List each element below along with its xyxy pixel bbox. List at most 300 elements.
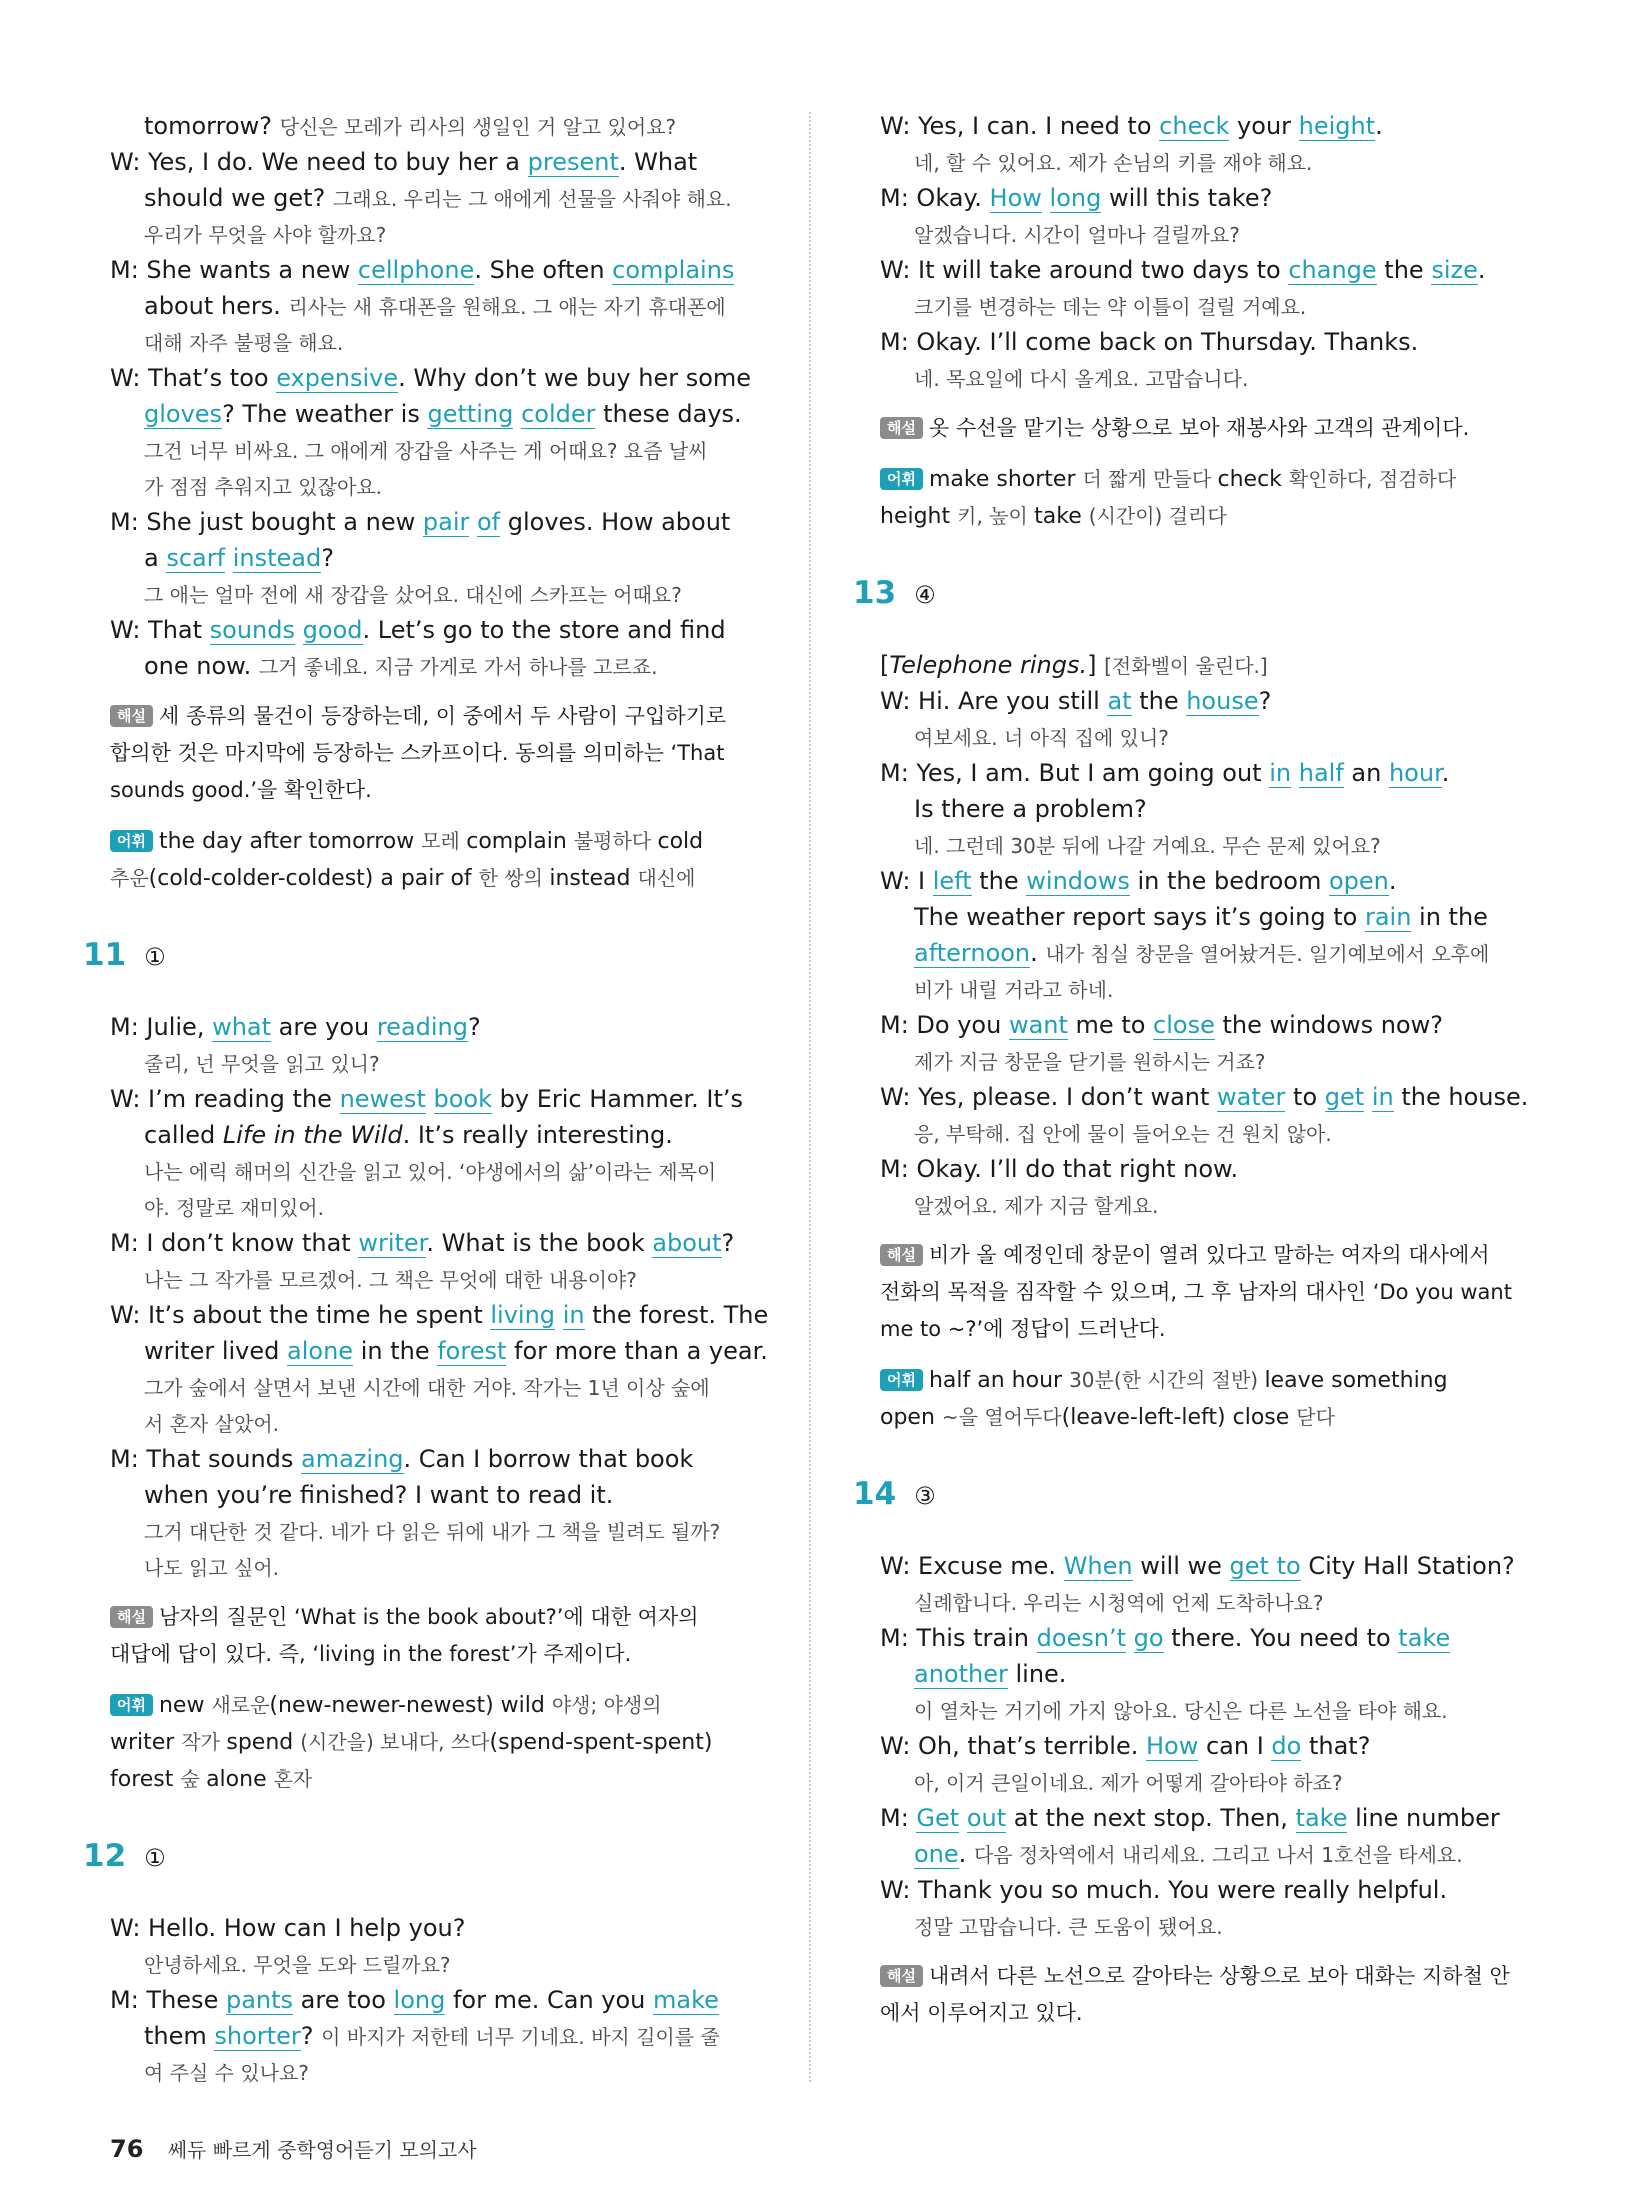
korean-translation: 나는 그 작가를 모르겠어. 그 책은 무엇에 대한 내용이야? bbox=[144, 1268, 637, 1292]
explanation-line bbox=[880, 461, 1456, 498]
english-text bbox=[426, 1085, 434, 1113]
answer-blank: good bbox=[302, 616, 363, 644]
korean-translation: 대해 자주 불평을 해요. bbox=[144, 331, 344, 355]
answer-choice: ③ bbox=[914, 1482, 936, 1510]
answer-blank: reading bbox=[376, 1013, 469, 1041]
korean-translation: ~을 열어두다 bbox=[941, 1405, 1062, 1429]
dialogue-continuation bbox=[816, 216, 1240, 253]
english-text bbox=[959, 1804, 967, 1832]
dialogue-line bbox=[880, 1151, 1238, 1187]
korean-translation: 그가 숲에서 살면서 보낸 시간에 대한 거야. 작가는 1년 이상 숲에 bbox=[144, 1376, 710, 1400]
column-divider bbox=[809, 112, 811, 2082]
english-text: your bbox=[1229, 112, 1299, 140]
dialogue-line bbox=[110, 144, 697, 180]
english-text: W: It will take around two days to bbox=[880, 256, 1289, 284]
dialogue-continuation bbox=[816, 1656, 1066, 1692]
answer-blank: doesn’t bbox=[1036, 1624, 1127, 1652]
english-text: are you bbox=[271, 1013, 377, 1041]
explanation-text: 옷 수선을 맡기는 상황으로 보아 재봉사와 고객의 관계이다. bbox=[928, 416, 1470, 440]
dialogue-line bbox=[880, 1548, 1515, 1584]
dialogue-continuation bbox=[816, 1115, 1332, 1152]
english-text: leave something bbox=[1264, 1368, 1448, 1393]
answer-blank: about bbox=[652, 1229, 722, 1257]
explanation-text: sounds good.’을 확인한다. bbox=[110, 778, 372, 802]
answer-blank: cellphone bbox=[357, 256, 475, 284]
dialogue-line bbox=[110, 1441, 693, 1477]
korean-translation: 그건 너무 비싸요. 그 애에게 장갑을 사주는 게 어때요? 요즘 날씨 bbox=[144, 439, 708, 463]
dialogue-line bbox=[110, 360, 751, 396]
english-text: . bbox=[1375, 112, 1383, 140]
explanation-line bbox=[880, 1399, 1335, 1436]
english-text: line. bbox=[1007, 1660, 1067, 1688]
korean-translation: [전화벨이 울린다.] bbox=[1104, 654, 1268, 678]
answer-blank: water bbox=[1217, 1083, 1286, 1111]
dialogue-continuation bbox=[46, 1946, 451, 1983]
english-text: M: I don’t know that bbox=[110, 1229, 359, 1257]
answer-blank: amazing bbox=[301, 1445, 404, 1473]
dialogue-continuation bbox=[46, 648, 658, 685]
english-text: . It’s really interesting. bbox=[402, 1121, 673, 1149]
explanation-line bbox=[880, 1958, 1510, 1994]
dialogue-continuation bbox=[46, 1369, 710, 1406]
dialogue-continuation bbox=[46, 1045, 380, 1082]
dialogue-line bbox=[110, 1982, 719, 2018]
english-text: for me. Can you bbox=[445, 1986, 654, 2014]
english-text: called bbox=[144, 1121, 223, 1149]
explanation-text: me to ~?’에 정답이 드러난다. bbox=[880, 1317, 1166, 1341]
english-text: are too bbox=[293, 1986, 394, 2014]
explanation-line bbox=[110, 1599, 699, 1635]
question-header bbox=[853, 1476, 936, 1514]
korean-translation: 더 짧게 만들다 bbox=[1082, 467, 1218, 491]
korean-translation: 줄리, 넌 무엇을 읽고 있니? bbox=[144, 1052, 380, 1076]
explanation-line bbox=[110, 698, 726, 734]
answer-blank: How bbox=[1145, 1732, 1199, 1760]
dialogue-continuation bbox=[816, 1692, 1448, 1729]
answer-blank: of bbox=[477, 508, 501, 536]
answer-choice: ④ bbox=[914, 581, 936, 609]
english-text: . Let’s go to the store and find bbox=[362, 616, 726, 644]
answer-blank: rain bbox=[1364, 903, 1412, 931]
dialogue-continuation bbox=[46, 540, 334, 576]
answer-blank: height bbox=[1298, 112, 1376, 140]
dialogue-continuation bbox=[816, 935, 1489, 972]
english-text: W: I’m reading the bbox=[110, 1085, 340, 1113]
answer-blank: living bbox=[490, 1301, 556, 1329]
answer-blank: long bbox=[393, 1986, 446, 2014]
dialogue-line bbox=[880, 252, 1486, 288]
english-text: M: Okay. I’ll come back on Thursday. Thanks. bbox=[880, 328, 1419, 356]
answer-blank: expensive bbox=[276, 364, 399, 392]
korean-translation: 정말 고맙습니다. 큰 도움이 됐어요. bbox=[914, 1915, 1223, 1939]
korean-translation: 그거 대단한 것 같다. 네가 다 읽은 뒤에 내가 그 책을 빌려도 될까? bbox=[144, 1520, 721, 1544]
dialogue-continuation bbox=[46, 576, 682, 613]
answer-blank: change bbox=[1288, 256, 1377, 284]
english-text: (cold-colder-coldest) a pair of bbox=[148, 866, 479, 891]
english-text: . What is the book bbox=[426, 1229, 653, 1257]
english-text: M: Okay. I’ll do that right now. bbox=[880, 1155, 1239, 1183]
dialogue-continuation bbox=[46, 1153, 716, 1190]
answer-blank: half bbox=[1298, 759, 1344, 787]
explanation-tag: 해설 bbox=[880, 1965, 923, 1987]
explanation-line bbox=[880, 1274, 1512, 1310]
english-text: open bbox=[880, 1405, 942, 1430]
explanation-line bbox=[880, 1362, 1448, 1399]
korean-translation: 이 열차는 거기에 가지 않아요. 당신은 다른 노선을 타야 해요. bbox=[914, 1699, 1448, 1723]
explanation-tag: 해설 bbox=[880, 417, 923, 439]
english-text: a bbox=[144, 544, 167, 572]
answer-blank: get to bbox=[1229, 1552, 1301, 1580]
answer-blank: instead bbox=[232, 544, 322, 572]
answer-blank: Get bbox=[916, 1804, 960, 1832]
english-text: W: I bbox=[880, 867, 933, 895]
answer-blank: go bbox=[1133, 1624, 1164, 1652]
korean-translation: 가 점점 추워지고 있잖아요. bbox=[144, 475, 382, 499]
answer-blank: another bbox=[914, 1660, 1008, 1688]
english-text: W: Oh, that’s terrible. bbox=[880, 1732, 1146, 1760]
answer-blank: in bbox=[562, 1301, 585, 1329]
english-text: forest bbox=[110, 1767, 181, 1792]
answer-blank: hour bbox=[1388, 759, 1442, 787]
explanation-line bbox=[880, 1995, 1083, 2031]
english-text: M: She just bought a new bbox=[110, 508, 423, 536]
english-text: M: Okay. bbox=[880, 184, 990, 212]
english-text: W: That bbox=[110, 616, 210, 644]
dialogue-line bbox=[880, 1800, 1500, 1836]
answer-blank: house bbox=[1186, 687, 1259, 715]
answer-blank: afternoon bbox=[914, 939, 1031, 967]
dialogue-line bbox=[110, 252, 734, 288]
answer-blank: out bbox=[966, 1804, 1007, 1832]
english-text: new bbox=[158, 1693, 212, 1718]
explanation-line bbox=[880, 1237, 1490, 1273]
english-text: ] bbox=[1087, 651, 1105, 679]
dialogue-continuation bbox=[816, 827, 1381, 864]
english-text: . bbox=[1030, 939, 1046, 967]
english-text: M: This train bbox=[880, 1624, 1037, 1652]
english-text: will this take? bbox=[1101, 184, 1273, 212]
dialogue-line bbox=[880, 1728, 1370, 1764]
english-text: there. You need to bbox=[1163, 1624, 1399, 1652]
english-text: tomorrow? bbox=[144, 112, 280, 140]
english-text: W: That’s too bbox=[110, 364, 277, 392]
english-text: in the bbox=[353, 1337, 438, 1365]
english-text: ? bbox=[321, 544, 334, 572]
korean-translation: 네. 그런데 30분 뒤에 나갈 거예요. 무슨 문제 있어요? bbox=[914, 834, 1381, 858]
explanation-text: 전화의 목적을 짐작할 수 있으며, 그 후 남자의 대사인 ‘Do you want bbox=[880, 1280, 1512, 1304]
dialogue-continuation bbox=[816, 1187, 1158, 1224]
english-text: line number bbox=[1347, 1804, 1500, 1832]
korean-translation: 키, 높이 bbox=[957, 504, 1035, 528]
korean-translation: 그 애는 얼마 전에 새 장갑을 샀어요. 대신에 스카프는 어때요? bbox=[144, 583, 682, 607]
dialogue-line bbox=[110, 1009, 481, 1045]
explanation-tag: 해설 bbox=[110, 705, 153, 727]
english-text: . What bbox=[618, 148, 698, 176]
explanation-text: 내려서 다른 노선으로 갈아타는 상황으로 보아 대화는 지하철 안 bbox=[928, 1964, 1510, 1988]
english-text: W: Yes, I do. We need to buy her a bbox=[110, 148, 528, 176]
answer-blank: do bbox=[1271, 1732, 1302, 1760]
korean-translation: 모레 bbox=[421, 829, 467, 853]
english-text: the bbox=[1376, 256, 1432, 284]
explanation-line bbox=[110, 772, 372, 808]
korean-translation: 닫다 bbox=[1296, 1405, 1335, 1429]
dialogue-continuation bbox=[816, 1043, 1266, 1080]
english-text: the bbox=[1131, 687, 1187, 715]
dialogue-continuation bbox=[46, 432, 708, 469]
english-text: complain bbox=[466, 829, 574, 854]
page-number: 76 bbox=[110, 2135, 144, 2163]
dialogue-continuation bbox=[46, 288, 726, 325]
answer-blank: make bbox=[653, 1986, 719, 2014]
english-text: take bbox=[1034, 504, 1089, 529]
english-text: when you’re finished? I want to read it. bbox=[144, 1481, 614, 1509]
korean-translation: 그거 좋네요. 지금 가게로 가서 하나를 고르죠. bbox=[258, 655, 658, 679]
english-text bbox=[513, 400, 521, 428]
english-text: W: Yes, please. I don’t want bbox=[880, 1083, 1218, 1111]
english-text: . bbox=[1388, 867, 1397, 895]
korean-translation: 작가 bbox=[181, 1730, 227, 1754]
dialogue-continuation bbox=[46, 1261, 637, 1298]
answer-blank: scarf bbox=[166, 544, 226, 572]
korean-translation: 확인하다, 점검하다 bbox=[1288, 467, 1457, 491]
english-text: that? bbox=[1301, 1732, 1371, 1760]
english-text: the bbox=[971, 867, 1027, 895]
english-text: height bbox=[880, 504, 958, 529]
english-text: (leave-left-left) close bbox=[1061, 1405, 1297, 1430]
dialogue-line bbox=[110, 1225, 734, 1261]
english-text: should we get? bbox=[144, 184, 333, 212]
answer-blank: windows bbox=[1026, 867, 1130, 895]
dialogue-continuation bbox=[46, 396, 742, 432]
english-text: Is there a problem? bbox=[914, 795, 1147, 823]
explanation-line bbox=[880, 1311, 1166, 1347]
korean-translation: 알겠어요. 제가 지금 할게요. bbox=[914, 1194, 1159, 1218]
english-text: W: It’s about the time he spent bbox=[110, 1301, 491, 1329]
italic-text: Telephone rings. bbox=[889, 651, 1088, 679]
korean-translation: 리사는 새 휴대폰을 원해요. 그 애는 자기 휴대폰에 bbox=[288, 295, 726, 319]
korean-translation: 안녕하세요. 무엇을 도와 드릴까요? bbox=[144, 1953, 451, 1977]
korean-translation: 여 주실 수 있나요? bbox=[144, 2061, 309, 2085]
english-text: W: Excuse me. bbox=[880, 1552, 1064, 1580]
korean-translation: 응, 부탁해. 집 안에 물이 들어오는 건 원치 않아. bbox=[914, 1122, 1332, 1146]
answer-blank: gloves bbox=[144, 400, 223, 428]
dialogue-continuation bbox=[46, 2054, 309, 2091]
dialogue-continuation bbox=[46, 1513, 720, 1550]
english-text: cold bbox=[657, 829, 704, 854]
dialogue-line bbox=[880, 1007, 1443, 1043]
korean-translation: 30분(한 시간의 절반) bbox=[1069, 1368, 1265, 1392]
dialogue-continuation bbox=[46, 1549, 279, 1586]
korean-translation: 제가 지금 창문을 닫기를 원하시는 거죠? bbox=[914, 1050, 1266, 1074]
dialogue-line bbox=[880, 108, 1383, 144]
answer-blank: complains bbox=[612, 256, 735, 284]
english-text: M: That sounds bbox=[110, 1445, 302, 1473]
question-header bbox=[83, 937, 166, 975]
answer-blank: get bbox=[1324, 1083, 1365, 1111]
dialogue-line bbox=[110, 612, 726, 648]
dialogue-continuation bbox=[816, 899, 1488, 935]
english-text: The weather report says it’s going to bbox=[914, 903, 1365, 931]
answer-blank: want bbox=[1008, 1011, 1068, 1039]
english-text: M: Julie, bbox=[110, 1013, 213, 1041]
english-text: . She often bbox=[474, 256, 613, 284]
korean-translation: 혼자 bbox=[273, 1767, 313, 1791]
question-header bbox=[853, 575, 936, 613]
dialogue-continuation bbox=[816, 791, 1147, 827]
korean-translation: 아, 이거 큰일이네요. 제가 어떻게 갈아타야 하죠? bbox=[914, 1771, 1343, 1795]
english-text: W: Thank you so much. You were really helpful. bbox=[880, 1876, 1448, 1904]
answer-blank: shorter bbox=[214, 2022, 301, 2050]
english-text: W: Hello. How can I help you? bbox=[110, 1914, 466, 1942]
dialogue-continuation bbox=[816, 1584, 1323, 1621]
english-text: . Can I borrow that book bbox=[403, 1445, 694, 1473]
dialogue-line bbox=[880, 180, 1272, 216]
explanation-tag: 해설 bbox=[110, 1606, 153, 1628]
english-text: ? bbox=[468, 1013, 481, 1041]
answer-blank: When bbox=[1063, 1552, 1133, 1580]
answer-blank: sounds bbox=[209, 616, 296, 644]
question-header bbox=[83, 1838, 166, 1876]
english-text: will we bbox=[1132, 1552, 1230, 1580]
dialogue-continuation bbox=[816, 719, 1169, 756]
explanation-text: 비가 올 예정인데 창문이 열려 있다고 말하는 여자의 대사에서 bbox=[928, 1243, 1490, 1267]
english-text: . bbox=[1441, 759, 1450, 787]
english-text: . bbox=[958, 1840, 974, 1868]
english-text: M: These bbox=[110, 1986, 226, 2014]
english-text: ? The weather is bbox=[222, 400, 428, 428]
answer-blank: left bbox=[932, 867, 972, 895]
english-text bbox=[469, 508, 477, 536]
dialogue-continuation bbox=[816, 1908, 1223, 1945]
explanation-tag: 해설 bbox=[880, 1244, 923, 1266]
korean-translation: 실례합니다. 우리는 시청역에 언제 도착하나요? bbox=[914, 1591, 1324, 1615]
english-text: an bbox=[1343, 759, 1389, 787]
answer-blank: what bbox=[212, 1013, 272, 1041]
korean-translation: (시간이) 걸리다 bbox=[1088, 504, 1227, 528]
english-text: M: Do you bbox=[880, 1011, 1009, 1039]
vocabulary-tag: 어휘 bbox=[110, 1694, 153, 1716]
explanation-line bbox=[880, 410, 1469, 446]
answer-blank: in bbox=[1269, 759, 1292, 787]
english-text: ? bbox=[300, 2022, 322, 2050]
dialogue-line bbox=[110, 1081, 743, 1117]
english-text: me to bbox=[1067, 1011, 1154, 1039]
english-text: W: Yes, I can. I need to bbox=[880, 112, 1160, 140]
dialogue-line bbox=[880, 324, 1418, 360]
vocabulary-tag: 어휘 bbox=[880, 1369, 923, 1391]
answer-blank: alone bbox=[287, 1337, 354, 1365]
dialogue-line bbox=[880, 647, 1268, 684]
answer-blank: pants bbox=[225, 1986, 294, 2014]
dialogue-continuation bbox=[816, 1836, 1463, 1873]
answer-blank: present bbox=[527, 148, 619, 176]
korean-translation: 나도 읽고 싶어. bbox=[144, 1556, 279, 1580]
english-text: the day after tomorrow bbox=[158, 829, 422, 854]
english-text: for more than a year. bbox=[506, 1337, 768, 1365]
korean-translation: 숲 bbox=[180, 1767, 207, 1791]
english-text: the house. bbox=[1393, 1083, 1529, 1111]
english-text: M: Yes, I am. But I am going out bbox=[880, 759, 1270, 787]
dialogue-line bbox=[110, 504, 730, 540]
answer-blank: in bbox=[1371, 1083, 1394, 1111]
explanation-line bbox=[110, 1687, 662, 1724]
english-text: ? bbox=[721, 1229, 735, 1257]
answer-choice: ① bbox=[144, 1844, 166, 1872]
english-text bbox=[1042, 184, 1050, 212]
english-text: these days. bbox=[595, 400, 742, 428]
korean-translation: 이 바지가 저한테 너무 기네요. 바지 길이를 줄 bbox=[321, 2025, 720, 2049]
korean-translation: 우리가 무엇을 사야 할까요? bbox=[144, 223, 387, 247]
korean-translation: 다음 정차역에서 내리세요. 그리고 나서 1호선을 타세요. bbox=[973, 1843, 1463, 1867]
english-text: gloves. How about bbox=[500, 508, 731, 536]
dialogue-continuation bbox=[816, 144, 1312, 181]
explanation-line bbox=[110, 1636, 631, 1672]
dialogue-line bbox=[110, 1297, 768, 1333]
english-text: check bbox=[1217, 467, 1289, 492]
english-text bbox=[1126, 1624, 1134, 1652]
dialogue-continuation bbox=[816, 288, 1306, 325]
korean-translation: (시간을) 보내다, 쓰다 bbox=[300, 1730, 490, 1754]
answer-blank: at bbox=[1107, 687, 1132, 715]
english-text: alone bbox=[206, 1767, 274, 1792]
answer-blank: close bbox=[1153, 1011, 1215, 1039]
english-text: one now. bbox=[144, 652, 259, 680]
explanation-line bbox=[110, 1761, 312, 1798]
explanation-text: 남자의 질문인 ‘What is the book about?’에 대한 여자의 bbox=[158, 1605, 699, 1629]
korean-translation: 대신에 bbox=[637, 866, 696, 890]
answer-blank: one bbox=[914, 1840, 959, 1868]
dialogue-continuation bbox=[46, 216, 386, 253]
answer-blank: colder bbox=[521, 400, 596, 428]
answer-blank: getting bbox=[427, 400, 514, 428]
english-text: spend bbox=[226, 1730, 301, 1755]
dialogue-line bbox=[880, 755, 1449, 791]
korean-translation: 야생; 야생의 bbox=[551, 1693, 662, 1717]
dialogue-continuation bbox=[46, 1117, 673, 1153]
english-text bbox=[225, 544, 233, 572]
english-text bbox=[1364, 1083, 1372, 1111]
english-text: instead bbox=[549, 866, 638, 891]
english-text: half an hour bbox=[928, 1368, 1070, 1393]
explanation-text: 대답에 답이 있다. 즉, ‘living in the forest’가 주제이다. bbox=[110, 1642, 632, 1666]
answer-blank: newest bbox=[339, 1085, 426, 1113]
english-text: writer lived bbox=[144, 1337, 288, 1365]
english-text: in the bedroom bbox=[1129, 867, 1329, 895]
answer-blank: long bbox=[1049, 184, 1102, 212]
korean-translation: 당신은 모레가 리사의 생일인 거 알고 있어요? bbox=[279, 115, 677, 139]
english-text: can I bbox=[1198, 1732, 1272, 1760]
italic-text: Life in the Wild bbox=[222, 1121, 403, 1149]
korean-translation: 한 쌍의 bbox=[478, 866, 550, 890]
dialogue-line bbox=[880, 1872, 1447, 1908]
dialogue-continuation bbox=[46, 108, 676, 145]
dialogue-continuation bbox=[46, 1333, 768, 1369]
answer-blank: check bbox=[1159, 112, 1230, 140]
question-number: 13 bbox=[853, 575, 897, 611]
english-text: . bbox=[1477, 256, 1486, 284]
explanation-text: 세 종류의 물건이 등장하는데, 이 중에서 두 사람이 구입하기로 bbox=[158, 704, 727, 728]
english-text bbox=[295, 616, 303, 644]
dialogue-continuation bbox=[816, 360, 1248, 397]
dialogue-continuation bbox=[816, 971, 1113, 1008]
english-text: the forest. The bbox=[584, 1301, 769, 1329]
dialogue-line bbox=[880, 1620, 1450, 1656]
dialogue-continuation bbox=[46, 2018, 720, 2055]
korean-translation: 나는 에릭 해머의 신간을 읽고 있어. ‘야생에서의 삶’이라는 제목이 bbox=[144, 1160, 717, 1184]
english-text bbox=[1291, 759, 1299, 787]
explanation-line bbox=[880, 498, 1227, 535]
korean-translation: 네, 할 수 있어요. 제가 손님의 키를 재야 해요. bbox=[914, 151, 1313, 175]
